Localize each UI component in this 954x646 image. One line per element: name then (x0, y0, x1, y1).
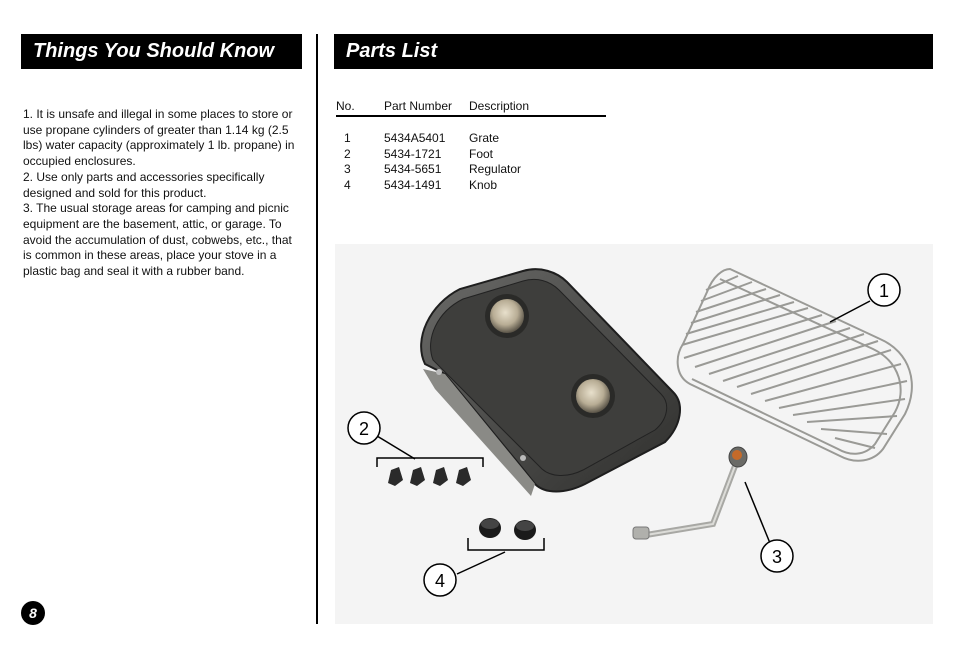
table-header-row (336, 99, 606, 116)
cell-part-number: 5434-5651 (384, 162, 442, 176)
parts-table (336, 99, 606, 193)
callout-4 (424, 564, 456, 596)
header-description: Description (469, 99, 606, 116)
callout-2 (348, 412, 380, 444)
svg-text:4: 4 (434, 571, 446, 591)
header-no: No. (336, 99, 384, 116)
svg-text:1: 1 (878, 281, 890, 301)
cell-no: 3 (344, 162, 351, 176)
table-row (336, 147, 606, 163)
header-part-number: Part Number (384, 99, 469, 116)
cell-no: 1 (344, 131, 351, 145)
callout-3 (761, 540, 793, 572)
table-row (336, 116, 606, 147)
safety-notes (23, 107, 303, 280)
cell-no: 2 (344, 146, 351, 161)
cell-description: Foot (469, 146, 494, 161)
cell-description: Grate (469, 131, 500, 145)
callout-1 (868, 274, 900, 306)
cell-part-number: 5434-1491 (384, 177, 442, 192)
section-title: Things You Should Know (33, 40, 275, 62)
regulator (633, 447, 747, 539)
cell-no: 4 (344, 177, 351, 192)
page-number-badge (21, 601, 45, 625)
cell-part-number: 5434-1721 (384, 146, 442, 161)
parts-illustration (335, 244, 933, 624)
page-number: 8 (29, 605, 37, 621)
note-3: 3. The usual storage areas for camping and picnic equipment are the basement, attic, or garage. To avoid the accumulation of dust, cobwebs, etc., that is common in these areas, place your stove in a plastic bag and seal it with a rubber band. (23, 201, 292, 279)
cell-part-number: 5434A5401 (384, 131, 446, 145)
svg-text:3: 3 (771, 547, 783, 567)
cell-description: Knob (469, 177, 498, 192)
cell-description: Regulator (469, 162, 522, 176)
note-1: 1. It is unsafe and illegal in some places to store or use propane cylinders of greater than 1.14 kg (2.5 lbs) water capacity (approximately 1 lb. propane) in occupied enclosures. (23, 107, 295, 169)
note-2: 2. Use only parts and accessories specifically designed and sold for this product. (23, 169, 265, 200)
stove-body (421, 269, 680, 496)
table-row (336, 178, 606, 194)
table-row (336, 162, 606, 178)
svg-text:2: 2 (358, 419, 370, 439)
feet (388, 467, 471, 486)
parts-photo (335, 244, 933, 624)
column-divider (316, 34, 318, 624)
knobs (479, 518, 536, 540)
parts-list-header (334, 34, 933, 69)
things-you-should-know-header (21, 34, 302, 69)
section-title: Parts List (346, 40, 438, 62)
